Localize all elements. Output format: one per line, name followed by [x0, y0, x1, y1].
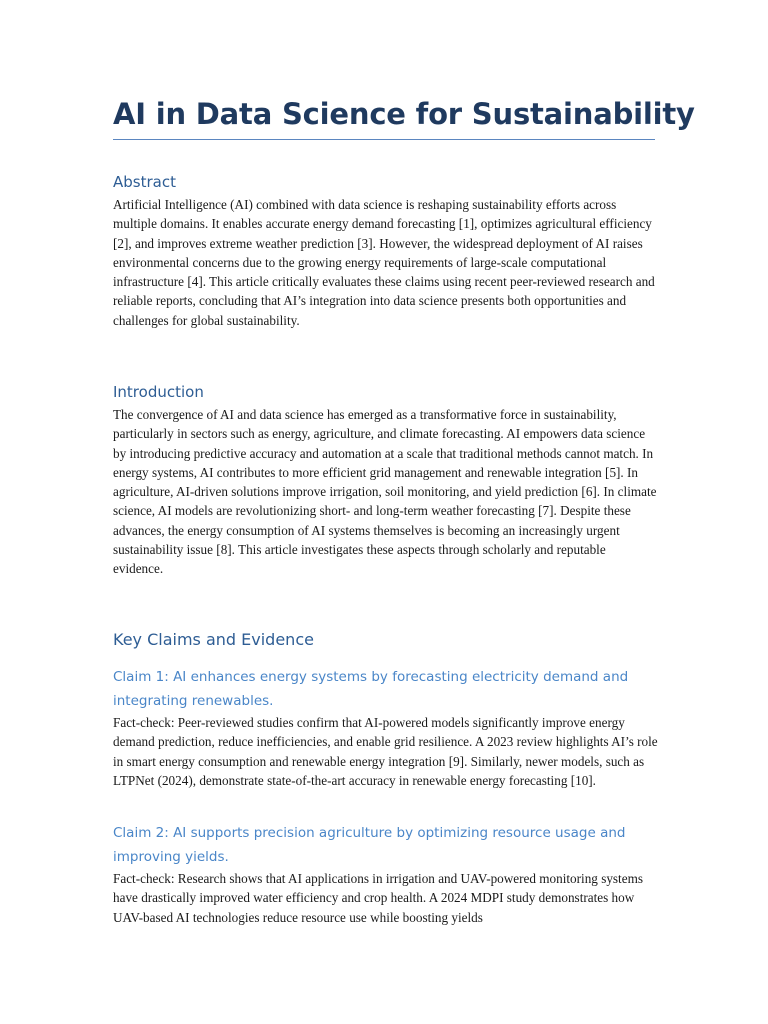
key-claims-heading: Key Claims and Evidence — [113, 630, 314, 649]
claim-1-body: Fact-check: Peer-reviewed studies confirm that AI-powered models significantly improve energy demand prediction, reduce inefficiencies, and enable grid resilience. A 2023 review highlights AI’s role in smart energy consumption and renewable energy integration [9]. Similarly, newer models, such as LTPNet (2024), demonstrate state-of-the-art accuracy in renewable energy forecasting [10]. — [113, 715, 658, 788]
title-underline — [113, 139, 655, 140]
abstract-heading: Abstract — [113, 173, 176, 191]
document-title: AI in Data Science for Sustainability — [113, 97, 695, 131]
claim-2-heading: Claim 2: AI supports precision agriculture by optimizing resource usage and improving yields. — [113, 825, 626, 865]
abstract-body: Artificial Intelligence (AI) combined with data science is reshaping sustainability efforts across multiple domains. It enables accurate energy demand forecasting [1], optimizes agricultural efficiency [2], and improves extreme weather prediction [3]. However, the widespread deployment of AI raises environmental concerns due to the growing energy requirements of large-scale computational infrastructure [4]. This article critically evaluates these claims using recent peer-reviewed research and reliable reports, concluding that AI’s integration into data science presents both opportunities and challenges for global sustainability. — [113, 197, 655, 328]
introduction-body: The convergence of AI and data science has emerged as a transformative force in sustainability, particularly in sectors such as energy, agriculture, and climate forecasting. AI empowers data science by introducing predictive accuracy and automation at a scale that traditional methods cannot match. In energy systems, AI contributes to more efficient grid management and renewable integration [5]. In agriculture, AI-driven solutions improve irrigation, soil monitoring, and yield prediction [6]. In climate science, AI models are revolutionizing short- and long-term weather forecasting [7]. Despite these advances, the energy consumption of AI systems themselves is becoming an increasingly urgent sustainability issue [8]. This article investigates these aspects through scholarly and reputable evidence. — [113, 407, 657, 577]
claim-1-heading: Claim 1: AI enhances energy systems by forecasting electricity demand and integrating renewables. — [113, 669, 629, 709]
introduction-heading: Introduction — [113, 383, 204, 401]
claim-2-body: Fact-check: Research shows that AI applications in irrigation and UAV-powered monitoring systems have drastically improved water efficiency and crop health. A 2024 MDPI study demonstrates how UAV-based AI technologies reduce resource use while boosting yields — [113, 871, 643, 925]
